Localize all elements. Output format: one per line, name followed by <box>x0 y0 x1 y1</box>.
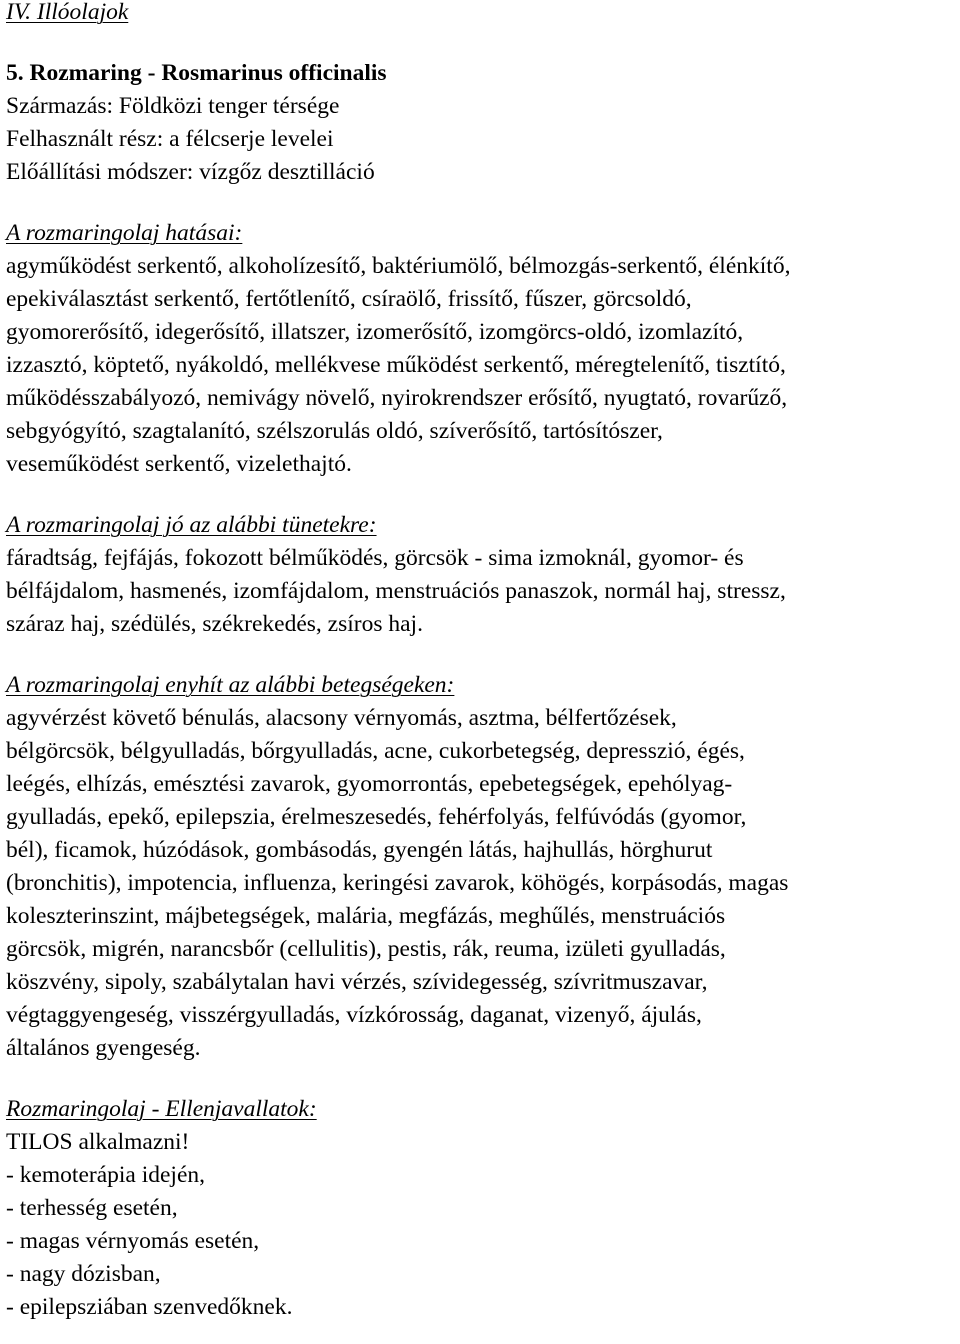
diseases-line: végtaggyengeség, visszérgyulladás, vízkórosság, daganat, vizenyő, ájulás, <box>6 1002 702 1028</box>
effects-line: gyomorerősítő, idegerősítő, illatszer, izomerősítő, izomgörcs-oldó, izomlazító, <box>6 319 744 345</box>
symptoms-section <box>6 509 954 641</box>
origin-line: Származás: Földközi tenger térsége <box>6 93 340 119</box>
diseases-section <box>6 669 954 1065</box>
chapter-title: IV. Illóolajok <box>6 0 129 25</box>
effects-section <box>6 217 954 481</box>
symptoms-line: száraz haj, szédülés, székrekedés, zsíros haj. <box>6 611 423 637</box>
diseases-line: általános gyengeség. <box>6 1035 201 1061</box>
contraindications-section <box>6 1093 954 1324</box>
diseases-line: bélgörcsök, bélgyulladás, bőrgyulladás, acne, cukorbetegség, depresszió, égés, <box>6 738 745 764</box>
spacer <box>6 189 954 217</box>
production-method-line: Előállítási módszer: vízgőz desztilláció <box>6 159 375 185</box>
diseases-title: A rozmaringolaj enyhít az alábbi betegségeken: <box>6 672 455 698</box>
effects-line: sebgyógyító, szagtalanító, szélszorulás oldó, szíverősítő, tartósítószer, <box>6 418 663 444</box>
effects-title: A rozmaringolaj hatásai: <box>6 220 243 246</box>
diseases-line: görcsök, migrén, narancsbőr (cellulitis), pestis, rák, reuma, izületi gyulladás, <box>6 936 726 962</box>
symptoms-title: A rozmaringolaj jó az alábbi tünetekre: <box>6 512 377 538</box>
spacer <box>6 1065 954 1093</box>
effects-line: agyműködést serkentő, alkoholízesítő, baktériumölő, bélmozgás-serkentő, élénkítő, <box>6 253 791 279</box>
spacer <box>6 29 954 57</box>
effects-line: működésszabályozó, nemivágy növelő, nyirokrendszer erősítő, nyugtató, rovarűző, <box>6 385 788 411</box>
oil-info <box>6 90 954 189</box>
diseases-line: (bronchitis), impotencia, influenza, keringési zavarok, köhögés, korpásodás, magas <box>6 870 789 896</box>
spacer <box>6 641 954 669</box>
contraindications-title: Rozmaringolaj - Ellenjavallatok: <box>6 1096 317 1122</box>
diseases-line: koleszterinszint, májbetegségek, malária, megfázás, meghűlés, menstruációs <box>6 903 726 929</box>
contraindication-item: - terhesség esetén, <box>6 1195 178 1221</box>
contraindication-item: - kemoterápia idején, <box>6 1162 206 1188</box>
effects-line: epekiválasztást serkentő, fertőtlenítő, csíraölő, frissítő, fűszer, görcsoldó, <box>6 286 692 312</box>
diseases-line: gyulladás, epekő, epilepszia, érelmeszesedés, fehérfolyás, felfúvódás (gyomor, <box>6 804 747 830</box>
oil-heading: 5. Rozmaring - Rosmarinus officinalis <box>6 60 387 86</box>
diseases-line: bél), ficamok, húzódások, gombásodás, gyengén látás, hajhullás, hörghurut <box>6 837 713 863</box>
contraindications-warning: TILOS alkalmazni! <box>6 1129 190 1155</box>
symptoms-line: bélfájdalom, hasmenés, izomfájdalom, menstruációs panaszok, normál haj, stressz, <box>6 578 786 604</box>
used-part-line: Felhasznált rész: a félcserje levelei <box>6 126 334 152</box>
contraindication-item: - magas vérnyomás esetén, <box>6 1228 260 1254</box>
diseases-line: köszvény, sipoly, szabálytalan havi vérzés, szívidegesség, szívritmuszavar, <box>6 969 708 995</box>
diseases-line: leégés, elhízás, emésztési zavarok, gyomorrontás, epebetegségek, epehólyag- <box>6 771 733 797</box>
effects-line: izzasztó, köptető, nyákoldó, mellékvese működést serkentő, méregtelenítő, tisztító, <box>6 352 786 378</box>
effects-line: veseműködést serkentő, vizelethajtó. <box>6 451 352 477</box>
contraindication-item: - nagy dózisban, <box>6 1261 161 1287</box>
symptoms-line: fáradtság, fejfájás, fokozott bélműködés, görcsök - sima izmoknál, gyomor- és <box>6 545 744 571</box>
spacer <box>6 481 954 509</box>
contraindication-item: - epilepsziában szenvedőknek. <box>6 1294 293 1320</box>
diseases-line: agyvérzést követő bénulás, alacsony vérnyomás, asztma, bélfertőzések, <box>6 705 677 731</box>
